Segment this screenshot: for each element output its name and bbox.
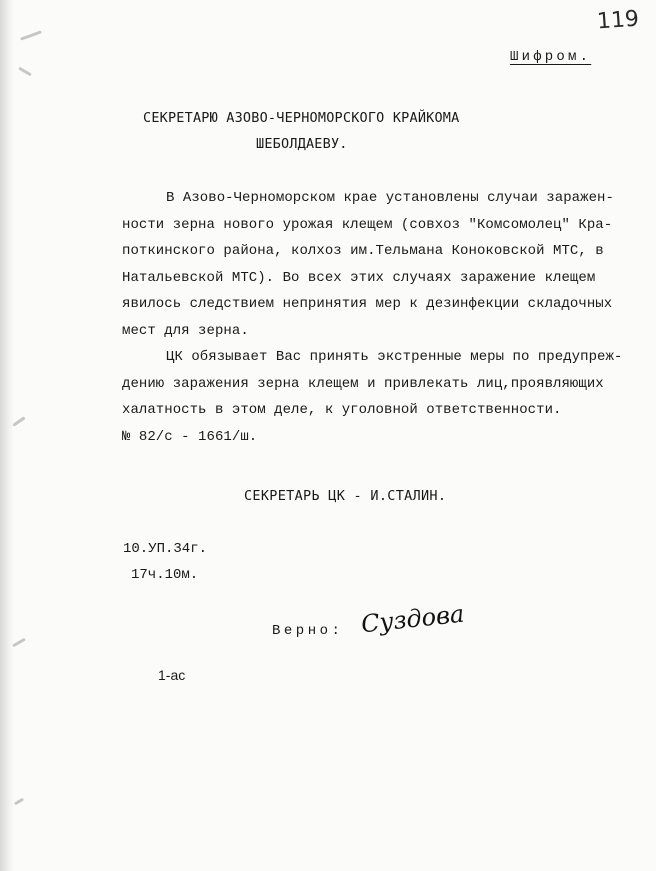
reference-number: № 82/с - 1661/ш. [122, 428, 258, 445]
text-line: В Азово-Черноморском крае установлены случаи заражен- [166, 190, 614, 206]
verification-label: Верно: [272, 623, 344, 639]
punch-mark [18, 67, 32, 77]
text-line: Натальевской МТС). Во всех этих случаях заражение клещем [122, 269, 596, 286]
telegram-body [122, 185, 652, 450]
time: 17ч.10м. [131, 567, 199, 583]
addressee-line-1: СЕКРЕТАРЮ АЗОВО-ЧЕРНОМОРСКОГО КРАЙКОМА [143, 110, 460, 126]
addressee-line-2: ШЕБОЛДАЕВУ. [256, 136, 348, 152]
sender-signature-line: СЕКРЕТАРЬ ЦК - И.СТАЛИН. [244, 488, 447, 504]
punch-mark [20, 30, 42, 40]
punch-mark [12, 416, 25, 426]
body-paragraph-1 [122, 185, 652, 344]
punch-mark [12, 638, 26, 648]
handwritten-signature: Суздова [359, 599, 466, 639]
text-line: мест для зерна. [122, 322, 249, 339]
text-line: ЦК обязывает Вас принять экстренные меры по предупреж- [166, 349, 623, 365]
body-paragraph-2 [122, 344, 652, 424]
handwritten-page-number: 119 [596, 6, 640, 35]
text-line: халатность в этом деле, к уголовной ответственности. [122, 402, 562, 418]
text-line: явилось следствием непринятия мер к дезинфекции складочных [122, 296, 613, 312]
text-line: ности зерна нового урожая клещем (совхоз "Комсомолец" Кра- [122, 216, 613, 233]
copy-mark: 1-ас [158, 667, 186, 683]
date: 10.УП.34г. [123, 541, 208, 557]
cipher-mark: Шифром. [510, 49, 592, 65]
punch-mark [14, 798, 24, 806]
text-line: поткинского района, колхоз им.Тельмана Коноковской МТС, в [122, 243, 604, 259]
scan-edge-shadow [0, 0, 14, 871]
text-line: дению заражения зерна клещем и привлекать лиц,проявляющих [122, 375, 604, 392]
addressee-block [143, 105, 459, 157]
